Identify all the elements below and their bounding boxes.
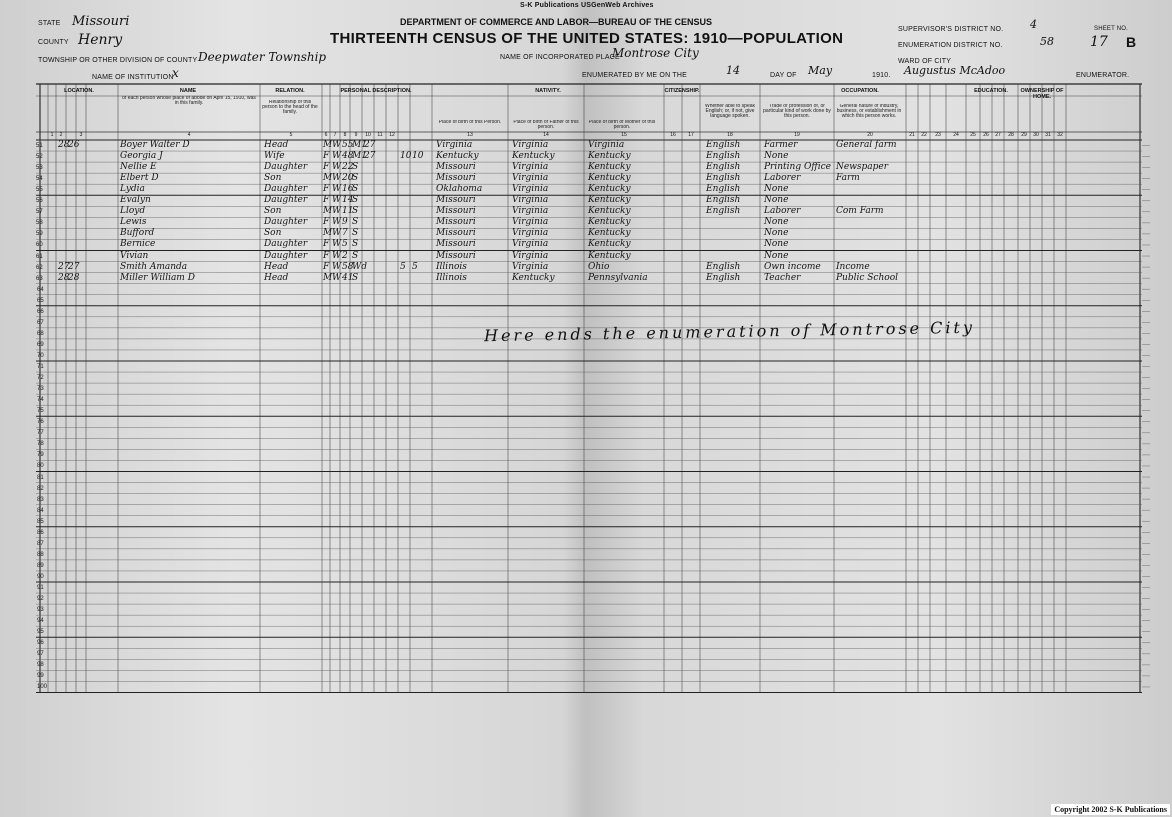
industry-cell: Com Farm xyxy=(836,206,884,217)
mother-birthplace-cell: Kentucky xyxy=(588,250,631,261)
birthplace-cell: Kentucky xyxy=(436,151,479,162)
supervisor-value: 4 xyxy=(1030,18,1037,31)
line-number: 100 xyxy=(37,684,48,691)
day-of-label: DAY OF xyxy=(770,72,797,79)
mother-birthplace-cell: Kentucky xyxy=(588,239,631,250)
mother-birthplace-cell: Ohio xyxy=(588,261,610,272)
column-number: 3 xyxy=(79,132,83,138)
institution-label: NAME OF INSTITUTION xyxy=(92,74,174,81)
birth-mother-header: Place of birth of Mother of this person. xyxy=(588,120,656,130)
marital-cell: S xyxy=(352,250,359,261)
section-location: LOCATION. xyxy=(64,88,94,94)
line-number: 76 xyxy=(37,419,44,426)
column-number: 17 xyxy=(688,132,694,138)
family-number: 27 xyxy=(68,261,80,272)
relation-cell: Son xyxy=(264,173,282,184)
father-birthplace-cell: Kentucky xyxy=(512,151,555,162)
marital-cell: S xyxy=(352,239,359,250)
sex-cell: F xyxy=(323,195,330,206)
dwelling-number: 27 xyxy=(58,261,70,272)
father-birthplace-cell: Virginia xyxy=(512,195,549,206)
closing-note: Here ends the enumeration of Montrose City xyxy=(483,317,976,346)
age-cell: 9 xyxy=(342,217,348,228)
father-birthplace-cell: Kentucky xyxy=(512,272,555,283)
supervisor-label: SUPERVISOR'S DISTRICT NO. xyxy=(898,26,1004,33)
race-cell: W xyxy=(332,151,342,162)
line-number: 70 xyxy=(37,352,44,359)
father-birthplace-cell: Virginia xyxy=(512,261,549,272)
person-name: Elbert D xyxy=(120,173,159,184)
line-number: 95 xyxy=(37,629,44,636)
sex-cell: F xyxy=(323,217,330,228)
line-number: 96 xyxy=(37,640,44,647)
column-number: 2 xyxy=(59,132,63,138)
father-birthplace-cell: Virginia xyxy=(512,228,549,239)
industry-cell: Public School xyxy=(836,272,898,283)
sex-cell: M xyxy=(323,173,333,184)
institution-value: x xyxy=(172,66,179,80)
enum-district-label: ENUMERATION DISTRICT NO. xyxy=(898,42,1003,49)
place-value: Montrose City xyxy=(612,46,699,60)
county-label: COUNTY xyxy=(38,39,69,46)
language-cell: English xyxy=(706,151,741,162)
trade-cell: None xyxy=(764,217,789,228)
relation-cell: Daughter xyxy=(264,217,308,228)
birthplace-cell: Missouri xyxy=(436,162,476,173)
column-number: 21 xyxy=(909,132,915,138)
trade-cell: None xyxy=(764,228,789,239)
column-number: 16 xyxy=(670,132,676,138)
line-number: 58 xyxy=(36,220,43,227)
section-occupation: OCCUPATION. xyxy=(841,88,879,94)
age-cell: 22 xyxy=(342,162,354,173)
birthplace-cell: Oklahoma xyxy=(436,184,483,195)
line-number: 64 xyxy=(37,286,44,293)
marital-cell: S xyxy=(352,217,359,228)
section-ownership: OWNERSHIP OF HOME. xyxy=(1020,88,1064,100)
person-name: Bernice xyxy=(120,239,156,250)
trade-cell: Farmer xyxy=(764,140,798,150)
line-number: 89 xyxy=(37,562,44,569)
state-value: Missouri xyxy=(72,14,130,29)
line-number: 65 xyxy=(37,297,44,304)
line-number: 63 xyxy=(36,275,43,282)
age-cell: 48 xyxy=(342,151,354,162)
column-number: 8 xyxy=(343,132,347,138)
page-title: THIRTEENTH CENSUS OF THE UNITED STATES: 1910—POPULATION xyxy=(330,30,844,47)
column-number: 13 xyxy=(467,132,473,138)
race-cell: W xyxy=(332,272,342,283)
line-number: 78 xyxy=(37,441,44,448)
name-column-header: of each person whose place of abode on April 15, 1910, was in this family. xyxy=(122,96,256,106)
township-value: Deepwater Township xyxy=(198,50,327,64)
mother-birthplace-cell: Kentucky xyxy=(588,206,631,217)
person-name: Lydia xyxy=(120,184,145,195)
age-cell: 11 xyxy=(342,206,354,217)
person-name: Vivian xyxy=(120,250,149,261)
section-citizenship: CITIZENSHIP. xyxy=(664,88,700,94)
column-number: 26 xyxy=(983,132,989,138)
relation-cell: Head xyxy=(264,272,289,283)
person-name: Evalyn xyxy=(120,195,151,206)
trade-cell: None xyxy=(764,239,789,250)
line-number: 75 xyxy=(37,408,44,415)
line-number: 87 xyxy=(37,540,44,547)
line-number: 90 xyxy=(37,573,44,580)
column-number: 20 xyxy=(867,132,873,138)
line-number: 83 xyxy=(37,496,44,503)
age-cell: 14 xyxy=(342,195,354,206)
children-born-cell: 5 xyxy=(400,261,406,272)
line-number: 66 xyxy=(37,308,44,315)
trade-cell: None xyxy=(764,184,789,195)
trade-cell: Printing Office xyxy=(764,162,831,173)
person-name: Lewis xyxy=(120,217,147,228)
birthplace-cell: Missouri xyxy=(436,239,476,250)
department-title: DEPARTMENT OF COMMERCE AND LABOR—BUREAU OF THE CENSUS xyxy=(400,17,712,27)
line-number: 86 xyxy=(37,529,44,536)
language-cell: English xyxy=(706,261,741,272)
birthplace-cell: Missouri xyxy=(436,195,476,206)
column-number: 18 xyxy=(727,132,733,138)
trade-cell: Laborer xyxy=(764,173,801,184)
trade-cell: Laborer xyxy=(764,206,801,217)
age-cell: 5 xyxy=(342,239,348,250)
trade-cell: Own income xyxy=(764,261,821,272)
section-personal: PERSONAL DESCRIPTION. xyxy=(340,88,412,94)
line-number: 51 xyxy=(36,143,43,149)
mother-birthplace-cell: Kentucky xyxy=(588,184,631,195)
county-value: Henry xyxy=(78,32,123,48)
column-number: 25 xyxy=(970,132,976,138)
industry-cell: Newspaper xyxy=(836,162,889,173)
line-number: 59 xyxy=(36,231,43,238)
children-living-cell: 5 xyxy=(412,261,418,272)
person-name: Nellie E xyxy=(120,162,157,173)
industry-cell: General farm xyxy=(836,140,897,150)
age-cell: 16 xyxy=(342,184,354,195)
relation-cell: Head xyxy=(264,140,289,150)
enumerator-value: Augustus McAdoo xyxy=(904,64,1006,77)
relation-cell: Daughter xyxy=(264,195,308,206)
family-number: 26 xyxy=(68,140,80,150)
marital-cell: S xyxy=(352,184,359,195)
race-cell: W xyxy=(332,228,342,239)
mother-birthplace-cell: Kentucky xyxy=(588,162,631,173)
relation-cell: Head xyxy=(264,261,289,272)
race-cell: W xyxy=(332,184,342,195)
column-number: 29 xyxy=(1021,132,1027,138)
person-name: Boyer Walter D xyxy=(120,140,190,150)
sex-cell: M xyxy=(323,206,333,217)
age-cell: 2 xyxy=(342,250,348,261)
father-birthplace-cell: Virginia xyxy=(512,239,549,250)
line-number: 72 xyxy=(37,375,44,382)
line-number: 69 xyxy=(37,341,44,348)
father-birthplace-cell: Virginia xyxy=(512,162,549,173)
birthplace-cell: Illinois xyxy=(436,272,467,283)
person-name: Bufford xyxy=(120,228,155,239)
mother-birthplace-cell: Kentucky xyxy=(588,173,631,184)
marital-cell: M1 xyxy=(352,140,367,150)
trade-header: Trade or profession of, or particular kind of work done by this person. xyxy=(763,104,831,119)
line-number: 88 xyxy=(37,551,44,558)
column-number: 23 xyxy=(935,132,941,138)
trade-cell: None xyxy=(764,195,789,206)
section-education: EDUCATION. xyxy=(974,88,1008,94)
copyright: Copyright 2002 S-K Publications xyxy=(1051,804,1170,815)
age-cell: 58 xyxy=(342,261,354,272)
line-number: 97 xyxy=(37,651,44,658)
sex-cell: F xyxy=(323,250,330,261)
line-number: 94 xyxy=(37,618,44,625)
section-name: NAME xyxy=(179,88,197,94)
person-name: Miller William D xyxy=(120,272,195,283)
language-header: Whether able to speak English; or, if not, give language spoken. xyxy=(704,104,756,119)
language-cell: English xyxy=(706,195,741,206)
sex-cell: M xyxy=(323,228,333,239)
enumerated-label: ENUMERATED BY ME ON THE xyxy=(582,72,687,79)
line-number: 54 xyxy=(36,176,43,183)
birthplace-cell: Missouri xyxy=(436,217,476,228)
state-label: STATE xyxy=(38,20,61,27)
father-birthplace-cell: Virginia xyxy=(512,140,549,150)
age-cell: 41 xyxy=(342,272,354,283)
sheet-value: 17 xyxy=(1090,34,1108,50)
age-cell: 7 xyxy=(342,228,348,239)
industry-header: General nature of industry, business, or establishment in which this person works. xyxy=(836,104,902,119)
father-birthplace-cell: Virginia xyxy=(512,250,549,261)
mother-birthplace-cell: Kentucky xyxy=(588,195,631,206)
family-number: 28 xyxy=(68,272,80,283)
relation-cell: Daughter xyxy=(264,239,308,250)
enumerator-label: ENUMERATOR. xyxy=(1076,72,1130,79)
marital-cell: Wd xyxy=(352,261,368,272)
children-living-cell: 10 xyxy=(412,151,424,162)
sex-cell: F xyxy=(323,239,330,250)
trade-cell: None xyxy=(764,151,789,162)
relation-cell: Wife xyxy=(264,151,285,162)
children-born-cell: 10 xyxy=(400,151,412,162)
line-number: 85 xyxy=(37,518,44,525)
father-birthplace-cell: Virginia xyxy=(512,184,549,195)
line-number: 55 xyxy=(36,187,43,194)
column-number: 9 xyxy=(354,132,358,138)
line-number: 71 xyxy=(37,364,44,370)
line-number: 68 xyxy=(37,330,44,337)
line-number: 98 xyxy=(37,662,44,669)
marital-cell: S xyxy=(352,195,359,206)
line-number: 57 xyxy=(36,209,43,216)
mother-birthplace-cell: Pennsylvania xyxy=(588,272,648,283)
age-cell: 55 xyxy=(342,140,354,150)
line-number: 84 xyxy=(37,507,44,514)
column-number: 24 xyxy=(953,132,959,138)
enumerated-day: 14 xyxy=(726,64,740,77)
line-number: 53 xyxy=(36,165,43,172)
column-number: 22 xyxy=(921,132,927,138)
birthplace-cell: Missouri xyxy=(436,173,476,184)
line-number: 92 xyxy=(37,596,44,603)
line-number: 62 xyxy=(36,264,43,271)
sex-cell: F xyxy=(323,151,330,162)
language-cell: English xyxy=(706,272,741,283)
years-married-cell: 27 xyxy=(364,151,376,162)
line-number: 79 xyxy=(37,452,44,459)
relation-cell: Daughter xyxy=(264,162,308,173)
race-cell: W xyxy=(332,173,342,184)
section-relation: RELATION. xyxy=(275,88,305,94)
race-cell: W xyxy=(332,162,342,173)
relation-cell: Daughter xyxy=(264,184,308,195)
relation-column-header: Relationship of this person to the head of the family. xyxy=(262,100,318,115)
birth-father-header: Place of birth of Father of this person. xyxy=(513,120,579,130)
person-name: Georgia J xyxy=(120,151,163,162)
birthplace-cell: Illinois xyxy=(436,261,467,272)
language-cell: English xyxy=(706,140,741,150)
marital-cell: S xyxy=(352,173,359,184)
language-cell: English xyxy=(706,173,741,184)
years-married-cell: 27 xyxy=(364,140,376,150)
line-number: 77 xyxy=(37,430,44,437)
language-cell: English xyxy=(706,184,741,195)
person-name: Smith Amanda xyxy=(120,261,188,272)
sex-cell: F xyxy=(323,162,330,173)
line-number: 73 xyxy=(37,386,44,393)
line-number: 80 xyxy=(37,463,44,470)
line-number: 99 xyxy=(37,673,44,680)
birthplace-cell: Missouri xyxy=(436,228,476,239)
column-number: 27 xyxy=(995,132,1001,138)
line-number: 74 xyxy=(37,397,44,404)
birthplace-cell: Missouri xyxy=(436,206,476,217)
trade-cell: None xyxy=(764,250,789,261)
column-number: 31 xyxy=(1045,132,1051,138)
language-cell: English xyxy=(706,206,741,217)
race-cell: W xyxy=(332,217,342,228)
line-number: 91 xyxy=(37,585,44,591)
marital-cell: S xyxy=(352,162,359,173)
column-number: 14 xyxy=(543,132,549,138)
sheet-label: SHEET NO. xyxy=(1094,26,1129,32)
father-birthplace-cell: Virginia xyxy=(512,206,549,217)
column-number: 30 xyxy=(1033,132,1039,138)
marital-cell: M1 xyxy=(352,151,367,162)
mother-birthplace-cell: Kentucky xyxy=(588,151,631,162)
mother-birthplace-cell: Kentucky xyxy=(588,217,631,228)
father-birthplace-cell: Virginia xyxy=(512,217,549,228)
marital-cell: S xyxy=(352,272,359,283)
marital-cell: S xyxy=(352,228,359,239)
column-number: 7 xyxy=(333,132,337,138)
column-number: 4 xyxy=(187,132,191,138)
column-number: 11 xyxy=(377,132,383,138)
industry-cell: Income xyxy=(836,261,870,272)
race-cell: W xyxy=(332,261,342,272)
sheet-side: B xyxy=(1126,34,1137,50)
column-number: 6 xyxy=(324,132,328,138)
father-birthplace-cell: Virginia xyxy=(512,173,549,184)
enum-district-value: 58 xyxy=(1040,35,1054,48)
column-number: 28 xyxy=(1008,132,1014,138)
dwelling-number: 28 xyxy=(58,140,70,150)
person-name: Lloyd xyxy=(120,206,146,217)
race-cell: W xyxy=(332,250,342,261)
relation-cell: Son xyxy=(264,206,282,217)
column-number: 5 xyxy=(289,132,293,138)
section-nativity: NATIVITY. xyxy=(535,88,561,94)
birthplace-cell: Virginia xyxy=(436,140,473,150)
line-number: 56 xyxy=(36,198,43,205)
mother-birthplace-cell: Kentucky xyxy=(588,228,631,239)
line-number: 81 xyxy=(37,474,44,481)
race-cell: W xyxy=(332,195,342,206)
birth-person-header: Place of birth of this Person. xyxy=(438,120,502,125)
column-number: 19 xyxy=(794,132,800,138)
dwelling-number: 28 xyxy=(58,272,70,283)
race-cell: W xyxy=(332,239,342,250)
relation-cell: Son xyxy=(264,228,282,239)
township-label: TOWNSHIP OR OTHER DIVISION OF COUNTY xyxy=(38,57,198,64)
month-value: May xyxy=(808,64,833,77)
ward-label: WARD OF CITY xyxy=(898,58,952,65)
industry-cell: Farm xyxy=(836,173,860,184)
column-number: 10 xyxy=(365,132,371,138)
column-number: 1 xyxy=(50,132,54,138)
line-number: 67 xyxy=(37,319,44,326)
age-cell: 20 xyxy=(342,173,354,184)
column-number: 12 xyxy=(389,132,395,138)
language-cell: English xyxy=(706,162,741,173)
line-number: 60 xyxy=(36,242,43,249)
relation-cell: Daughter xyxy=(264,250,308,261)
marital-cell: S xyxy=(352,206,359,217)
race-cell: W xyxy=(332,140,342,150)
trade-cell: Teacher xyxy=(764,272,801,283)
race-cell: W xyxy=(332,206,342,217)
sex-cell: F xyxy=(323,261,330,272)
line-number: 82 xyxy=(37,485,44,492)
publisher-banner: S-K Publications USGenWeb Archives xyxy=(520,2,654,9)
column-number: 15 xyxy=(621,132,627,138)
column-number: 32 xyxy=(1057,132,1063,138)
sex-cell: M xyxy=(323,272,333,283)
mother-birthplace-cell: Virginia xyxy=(588,140,625,150)
sex-cell: F xyxy=(323,184,330,195)
sex-cell: M xyxy=(323,140,333,150)
line-number: 52 xyxy=(36,154,43,161)
birthplace-cell: Missouri xyxy=(436,250,476,261)
line-number: 61 xyxy=(36,253,43,260)
place-label: NAME OF INCORPORATED PLACE xyxy=(500,54,620,61)
line-number: 93 xyxy=(37,607,44,614)
year-label: 1910. xyxy=(872,72,891,79)
